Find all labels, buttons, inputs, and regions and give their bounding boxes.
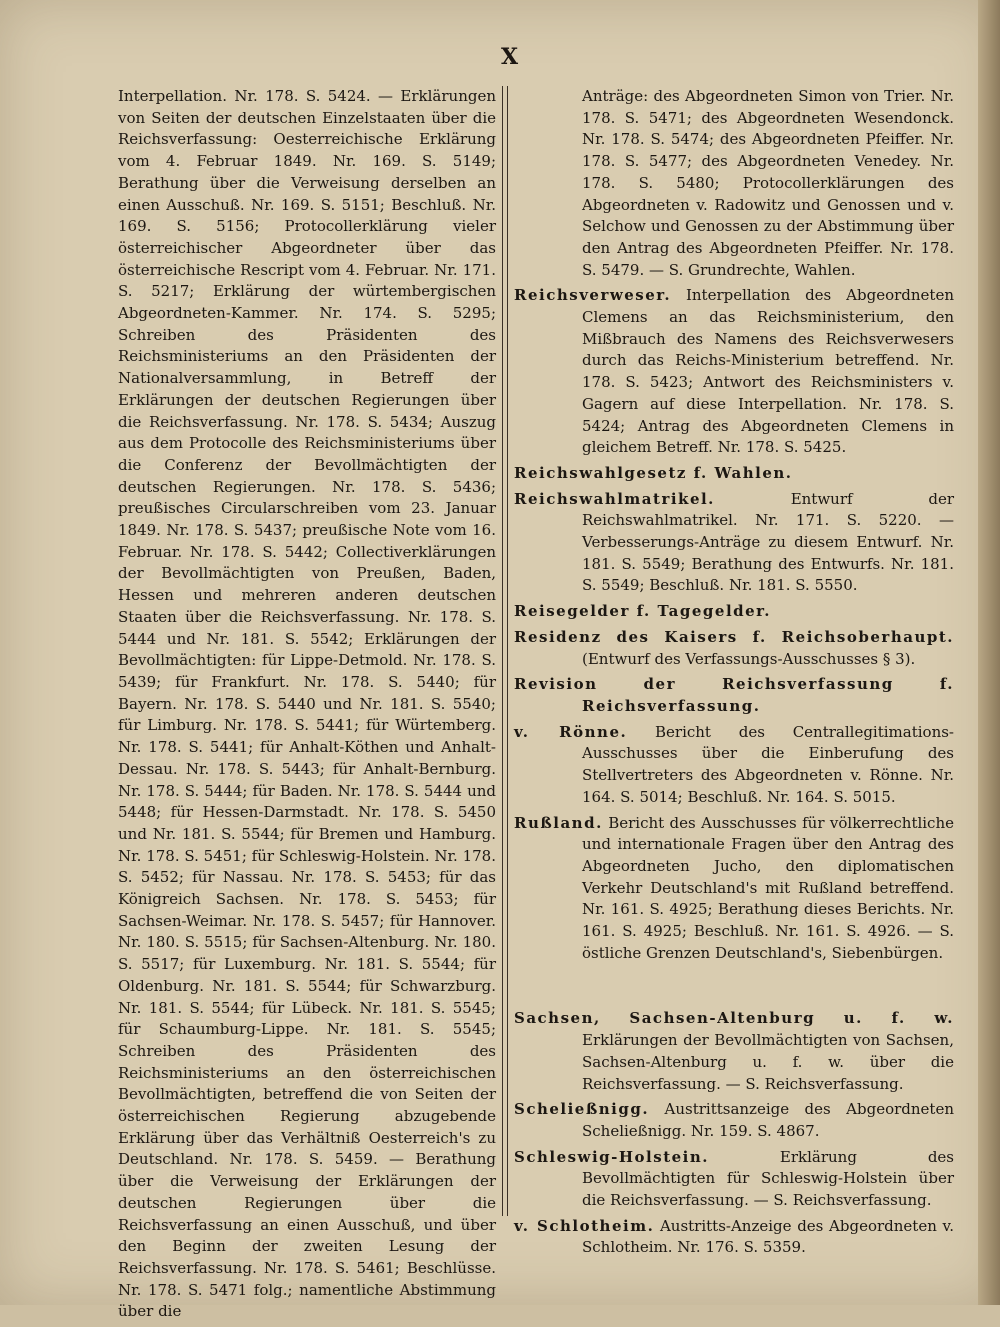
entry-head: Revision der Reichsverfassung f. Reichsverfassung. (514, 675, 954, 715)
entry-head: Residenz des Kaisers f. Reichsoberhaupt. (514, 627, 954, 646)
column-divider (502, 86, 508, 1216)
left-column (118, 86, 496, 1327)
entry-text: Austrittsanzeige des Abgeordneten Scheließnigg. Nr. 159. S. 4867. (582, 1100, 954, 1140)
entry-text: Bericht des Centrallegitimations-Ausschusses über die Einberufung des Stellvertreters des Abgeordneten v. Rönne. Nr. 164. S. 5014; Beschluß. Nr. 164. S. 5015. (582, 722, 954, 806)
index-entry (514, 1008, 954, 1095)
index-entry (514, 1099, 954, 1142)
index-entry (514, 601, 954, 623)
entry-head: Schleswig-Holstein. (514, 1147, 710, 1166)
entry-head: Reichswahlmatrikel. (514, 489, 715, 508)
index-entry (514, 674, 954, 717)
entry-head: Sachsen, Sachsen-Altenburg u. f. w. (514, 1009, 954, 1028)
entry-text: Austritts-Anzeige des Abgeordneten v. Schlotheim. Nr. 176. S. 5359. (582, 1216, 954, 1257)
section-gap (514, 968, 954, 1008)
entry-head: v. Rönne. (514, 722, 628, 741)
entry-text: Interpellation des Abgeordneten Clemens an das Reichsministerium, den Mißbrauch des Namens des Reichsverwesers durch das Reichs-Ministerium betreffend. Nr. 178. S. 5423; Antwort des Reichsministers v. Gagern auf diese Interpellation. Nr. 178. S. 5424; Antrag des Abgeordneten Clemens in gleichem Betreff. Nr. 178. S. 5425. (582, 286, 954, 457)
entry-head: Scheließnigg. (514, 1100, 650, 1119)
right-column-continuation: Anträge: des Abgeordneten Simon von Trier. Nr. 178. S. 5471; des Abgeordneten Wesendonck. Nr. 178. S. 5474; des Abgeordneten Pfeiffer. Nr. 178. S. 5477; des Abgeordneten Venedey. Nr. 178. S. 5480; Protocollerklärungen des Abgeordneten v. Radowitz und Genossen und v. Selchow und Genossen zu der Abstimmung über den Antrag des Abgeordneten Pfeiffer. Nr. 178. S. 5479. — S. Grundrechte, Wahlen. (582, 87, 954, 279)
right-column (514, 86, 954, 1263)
entry-text: Entwurf der Reichswahlmatrikel. Nr. 171. S. 5220. — Verbesserungs-Anträge zu diesem Entwurf. Nr. 181. S. 5549; Berathung des Entwurfs. Nr. 181. S. 5549; Beschluß. Nr. 181. S. 5550. (582, 489, 954, 595)
index-entry (514, 1147, 954, 1212)
entry-head: Reichswahlgesetz f. Wahlen. (514, 463, 793, 482)
page-edge (978, 0, 1000, 1305)
entry-text: Erklärung des Bevollmächtigten für Schleswig-Holstein über die Reichsverfassung. — S. Reichsverfassung. (582, 1147, 954, 1210)
entry-head: Reisegelder f. Tagegelder. (514, 602, 771, 621)
index-entry (514, 1216, 954, 1259)
entry-head: Reichsverweser. (514, 286, 672, 305)
index-entry (514, 463, 954, 485)
index-entry (514, 627, 954, 670)
index-entry (514, 285, 954, 459)
entry-text: (Entwurf des Verfassungs-Ausschusses § 3). (582, 649, 916, 668)
index-entry (514, 813, 954, 965)
index-entry (514, 722, 954, 809)
entry-text: Erklärungen der Bevollmächtigten von Sachsen, Sachsen-Altenburg u. f. w. über die Reichsverfassung. — S. Reichsverfassung. (582, 1031, 954, 1093)
left-column-text: Interpellation. Nr. 178. S. 5424. — Erklärungen von Seiten der deutschen Einzelstaaten über die Reichsverfassung: Oesterreichische Erklärung vom 4. Februar 1849. Nr. 169. S. 5149; Berathung über die Verweisung derselben an einen Ausschuß. Nr. 169. S. 5151; Beschluß. Nr. 169. S. 5156; Protocollerklärung vieler österreichischer Abgeordneter über das österreichische Rescript vom 4. Februar. Nr. 171. S. 5217; Erklärung der würtembergischen Abgeordneten-Kammer. Nr. 174. S. 5295; Schreiben des Präsidenten des Reichsministeriums an den Präsidenten der Nationalversammlung, in Betreff der Erklärungen der deutschen Regierungen über die Reichsverfassung. Nr. 178. S. 5434; Auszug aus dem Protocolle des Reichsministeriums über die Conferenz der Bevollmächtigten der deutschen Regierungen. Nr. 178. S. 5436; preußisches Circularschreiben vom 23. Januar 1849. Nr. 178. S. 5437; preußische Note vom 16. Februar. Nr. 178. S. 5442; Collectiverklärungen der Bevollmächtigten von Preußen, Baden, Hessen und mehreren anderen deutschen Staaten über die Reichsverfassung. Nr. 178. S. 5444 und Nr. 181. S. 5542; Erklärungen der Bevollmächtigten: für Lippe-Detmold. Nr. 178. S. 5439; für Frankfurt. Nr. 178. S. 5440; für Bayern. Nr. 178. S. 5440 und Nr. 181. S. 5540; für Limburg. Nr. 178. S. 5441; für Würtemberg. Nr. 178. S. 5441; für Anhalt-Köthen und Anhalt-Dessau. Nr. 178. S. 5443; für Anhalt-Bernburg. Nr. 178. S. 5444; für Baden. Nr. 178. S. 5444 und 5448; für Hessen-Darmstadt. Nr. 178. S. 5450 und Nr. 181. S. 5544; für Bremen und Hamburg. Nr. 178. S. 5451; für Schleswig-Holstein. Nr. 178. S. 5452; für Nassau. Nr. 178. S. 5453; für das Königreich Sachsen. Nr. 178. S. 5453; für Sachsen-Weimar. Nr. 178. S. 5457; für Hannover. Nr. 180. S. 5515; für Sachsen-Altenburg. Nr. 180. S. 5517; für Luxemburg. Nr. 181. S. 5544; für Oldenburg. Nr. 181. S. 5544; für Schwarzburg. Nr. 181. S. 5544; für Lübeck. Nr. 181. S. 5545; für Schaumburg-Lippe. Nr. 181. S. 5545; Schreiben des Präsidenten des Reichsministeriums an den österreichischen Bevollmächtigten, betreffend die von Seiten der österreichischen Regierung abzugebende Erklärung über das Verhältniß Oesterreich's zu Deutschland. Nr. 178. S. 5459. — Berathung über die Verweisung der Erklärungen der deutschen Regierungen über die Reichsverfassung an einen Ausschuß, und über den Beginn der zweiten Lesung der Reichsverfassung. Nr. 178. S. 5461; Beschlüsse. Nr. 178. S. 5471 folg.; namentliche Abstimmung über die (118, 87, 496, 1321)
entry-text: Bericht des Ausschusses für völkerrechtliche und internationale Fragen über den Antrag des Abgeordneten Jucho, den diplomatischen Verkehr Deutschland's mit Rußland betreffend. Nr. 161. S. 4925; Berathung dieses Berichts. Nr. 161. S. 4925; Beschluß. Nr. 161. S. 4926. — S. östliche Grenzen Deutschland's, Siebenbürgen. (582, 813, 954, 962)
page-number: X (500, 44, 520, 70)
entry-head: v. Schlotheim. (514, 1216, 655, 1235)
index-entry (514, 489, 954, 598)
entry-head: Rußland. (514, 813, 603, 832)
